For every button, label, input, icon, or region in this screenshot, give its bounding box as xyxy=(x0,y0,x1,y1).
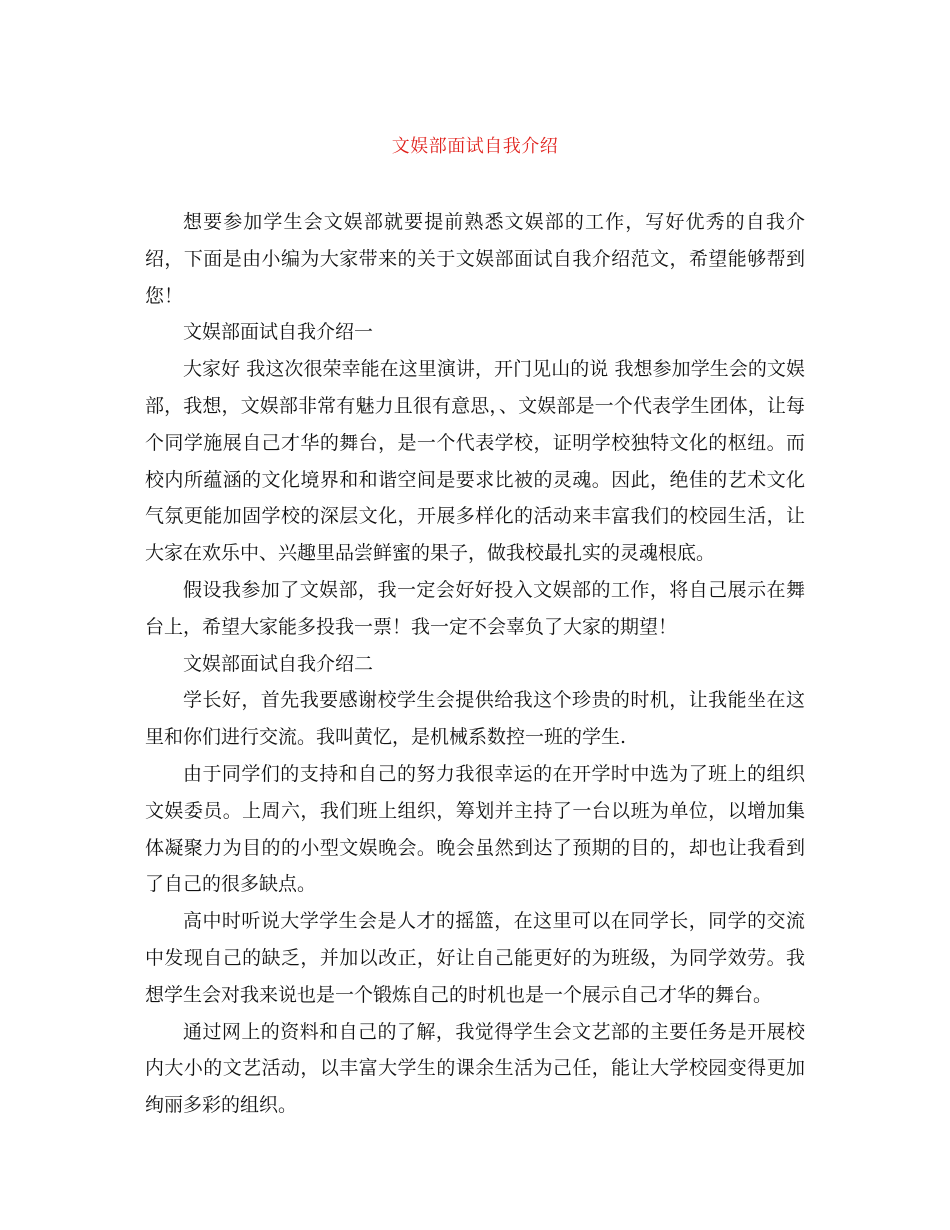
paragraph: 学长好，首先我要感谢校学生会提供给我这个珍贵的时机，让我能坐在这里和你们进行交流。我叫黄忆，是机械系数控一班的学生. xyxy=(145,689,805,749)
section-heading-one: 文娱部面试自我介绍一 xyxy=(183,321,374,344)
document-body xyxy=(145,204,805,1124)
paragraph: 由于同学们的支持和自己的努力我很幸运的在开学时中选为了班上的组织文娱委员。上周六，我们班上组织，筹划并主持了一台以班为单位，以增加集体凝聚力为目的的小型文娱晚会。晚会虽然到达了预期的目的，却也让我看到了自己的很多缺点。 xyxy=(145,762,805,896)
section-heading-two: 文娱部面试自我介绍二 xyxy=(183,652,374,675)
paragraph-intro: 想要参加学生会文娱部就要提前熟悉文娱部的工作，写好优秀的自我介绍，下面是由小编为大家带来的关于文娱部面试自我介绍范文，希望能够帮到您！ xyxy=(145,211,805,307)
paragraph: 高中时听说大学学生会是人才的摇篮，在这里可以在同学长，同学的交流中发现自己的缺乏，并加以改正，好让自己能更好的为班级，为同学效劳。我想学生会对我来说也是一个锻炼自己的时机也是一个展示自己才华的舞台。 xyxy=(145,910,805,1006)
paragraph: 大家好 我这次很荣幸能在这里演讲，开门见山的说 我想参加学生会的文娱部，我想，文娱部非常有魅力且很有意思，、文娱部是一个代表学生团体，让每个同学施展自己才华的舞台，是一个代表学校，证明学校独特文化的枢纽。而校内所蕴涵的文化境界和和谐空间是要求比被的灵魂。因此，绝佳的艺术文化气氛更能加固学校的深层文化，开展多样化的活动来丰富我们的校园生活，让大家在欢乐中、兴趣里品尝鲜蜜的果子，做我校最扎实的灵魂根底。 xyxy=(145,358,805,565)
paragraph: 假设我参加了文娱部，我一定会好好投入文娱部的工作，将自己展示在舞台上，希望大家能多投我一票！我一定不会辜负了大家的期望！ xyxy=(145,578,805,638)
document-title: 文娱部面试自我介绍 xyxy=(391,136,559,157)
paragraph: 通过网上的资料和自己的了解，我觉得学生会文艺部的主要任务是开展校内大小的文艺活动，以丰富大学生的课余生活为己任，能让大学校园变得更加绚丽多彩的组织。 xyxy=(145,1020,805,1117)
